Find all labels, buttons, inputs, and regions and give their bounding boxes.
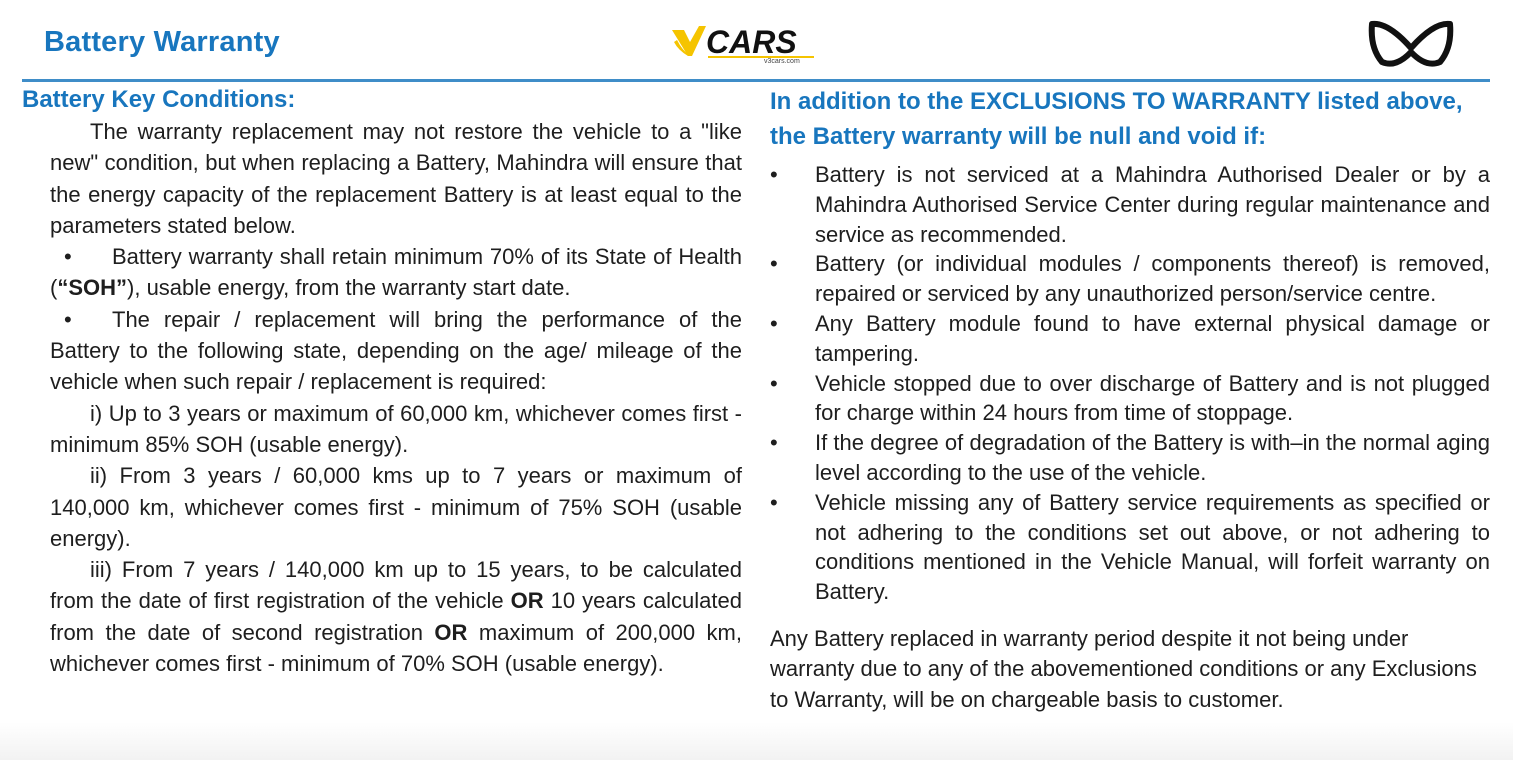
mahindra-logo bbox=[1366, 18, 1456, 70]
key-conditions-body bbox=[50, 116, 742, 679]
condition-bullet-soh: • Battery warranty shall retain minimum 70% of its State of Health (“SOH”), usable energy, from the warranty start date. bbox=[50, 241, 742, 304]
void-conditions-list bbox=[770, 160, 1490, 607]
list-item: • Battery is not serviced at a Mahindra Authorised Dealer or by a Mahindra Authorised Service Center during regular maintenance and service as recommended. bbox=[770, 162, 1490, 247]
bullet-icon: • bbox=[770, 489, 778, 515]
condition-item-3: iii) From 7 years / 140,000 km up to 15 years, to be calculated from the date of first registration of the vehicle OR 10 years calculated from the date of second registration OR maximum of 200,000 km, whichever comes first - minimum of 70% SOH (usable energy). bbox=[50, 557, 742, 677]
page-title: Battery Warranty bbox=[44, 26, 280, 58]
list-item: • Battery (or individual modules / components thereof) is removed, repaired or serviced by any unauthorized person/service centre. bbox=[770, 251, 1490, 307]
v3cars-logo bbox=[668, 20, 820, 66]
intro-paragraph: The warranty replacement may not restore the vehicle to a "like new" condition, but when replacing a Battery, Mahindra will ensure that the energy capacity of the replacement Battery is at least equal to the parameters stated below. bbox=[50, 119, 742, 238]
condition-item-1: i) Up to 3 years or maximum of 60,000 km, whichever comes first - minimum 85% SOH (usable energy). bbox=[50, 400, 742, 457]
list-item: • Vehicle missing any of Battery service requirements as specified or not adhering to the conditions set out above, or not adhering to conditions mentioned in the Vehicle Manual, will forfeit warranty on Battery. bbox=[770, 489, 1490, 605]
soh-term: “SOH” bbox=[57, 275, 128, 301]
void-conditions-section bbox=[770, 84, 1490, 715]
page-footer bbox=[0, 722, 1513, 760]
bullet-icon: • bbox=[770, 162, 778, 187]
bullet-icon: • bbox=[770, 370, 778, 396]
key-conditions-heading: Battery Key Conditions: bbox=[22, 86, 296, 113]
condition-item-2: ii) From 3 years / 60,000 kms up to 7 years or maximum of 140,000 km, whichever comes first - minimum of 75% SOH (usable energy). bbox=[50, 463, 742, 551]
key-conditions-section bbox=[22, 84, 742, 679]
list-item: • Any Battery module found to have external physical damage or tampering. bbox=[770, 310, 1490, 366]
void-conditions-heading: In addition to the EXCLUSIONS TO WARRANTY listed above, the Battery warranty will be null and void if: bbox=[770, 88, 1463, 150]
bullet-icon: • bbox=[64, 306, 72, 332]
bullet-icon: • bbox=[770, 251, 778, 277]
closing-paragraph: Any Battery replaced in warranty period despite it not being under warranty due to any of the abovementioned conditions or any Exclusions to Warranty, will be on chargeable basis to customer. bbox=[770, 625, 1477, 712]
list-item: • If the degree of degradation of the Battery is with–in the normal aging level according to the use of the vehicle. bbox=[770, 430, 1490, 485]
bullet-icon: • bbox=[770, 310, 778, 336]
brand-logo-text: CARS bbox=[706, 24, 797, 60]
header-divider bbox=[22, 79, 1490, 82]
condition-bullet-repair: • The repair / replacement will bring the performance of the Battery to the following state, depending on the age/ mileage of the vehicle when such repair / replacement is required: bbox=[50, 304, 742, 398]
bullet-icon: • bbox=[770, 430, 778, 456]
list-item: • Vehicle stopped due to over discharge of Battery and is not plugged for charge within 24 hours from time of stoppage. bbox=[770, 370, 1490, 426]
bullet-icon: • bbox=[64, 244, 72, 270]
brand-logo-subtext: v3cars.com bbox=[764, 58, 800, 65]
